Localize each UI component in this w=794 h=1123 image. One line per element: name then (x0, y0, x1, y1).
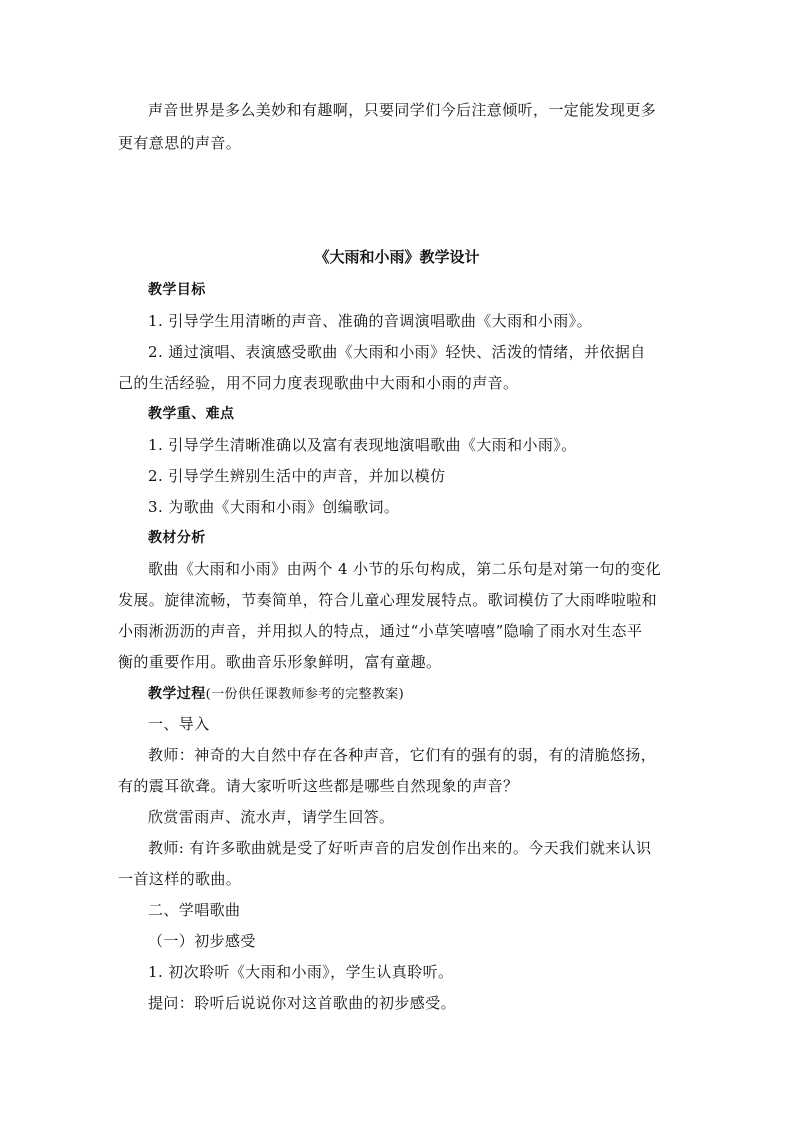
objective-item-1: 1. 引导学生用清晰的声音、准确的音调演唱歌曲《大雨和小雨》。 (148, 312, 592, 330)
process-heading-row (148, 683, 404, 705)
key-points-heading: 教学重、难点 (148, 406, 235, 422)
process-heading-note: (一份供任课教师参考的完整教案) (205, 687, 405, 702)
objectives-heading: 教学目标 (148, 282, 206, 298)
analysis-heading: 教材分析 (148, 530, 206, 546)
process-section-2: 二、学唱歌曲 (148, 901, 241, 919)
process-question: 提问：聆听后说说你对这首歌曲的初步感受。 (148, 994, 457, 1012)
process-section-1: 一、导入 (148, 715, 210, 733)
process-paragraph-2: 欣赏雷雨声、流水声，请学生回答。 (148, 808, 395, 826)
process-paragraph-3-line-1: 教师: 有许多歌曲就是受了好听声音的启发创作出来的。今天我们就来认识 (148, 839, 652, 857)
document-title: 《大雨和小雨》教学设计 (314, 248, 480, 266)
key-point-item-2: 2. 引导学生辨别生活中的声音，并加以模仿 (148, 467, 446, 485)
objective-item-2-line-1: 2. 通过演唱、表演感受歌曲《大雨和小雨》轻快、活泼的情绪，并依据自 (148, 343, 646, 361)
process-paragraph-3-line-2: 一首这样的歌曲。 (118, 870, 242, 888)
process-heading: 教学过程 (148, 686, 206, 702)
analysis-line-3: 小雨淅沥沥的声音，并用拟人的特点，通过“小草笑嘻嘻”隐喻了雨水对生态平 (118, 622, 643, 640)
process-step-1: 1. 初次聆听《大雨和小雨》，学生认真聆听。 (148, 963, 454, 981)
analysis-line-1: 歌曲《大雨和小雨》由两个 4 小节的乐句构成，第二乐句是对第一句的变化 (148, 560, 662, 578)
intro-line-1: 声音世界是多么美妙和有趣啊，只要同学们今后注意倾听，一定能发现更多 (148, 101, 657, 119)
intro-line-2: 更有意思的声音。 (118, 134, 242, 152)
analysis-line-4: 衡的重要作用。歌曲音乐形象鲜明，富有童趣。 (118, 653, 442, 671)
process-subsection-1: （一）初步感受 (148, 932, 256, 950)
key-point-item-1: 1. 引导学生清晰准确以及富有表现地演唱歌曲《大雨和小雨》。 (148, 436, 577, 454)
process-paragraph-1-line-1: 教师：神奇的大自然中存在各种声音，它们有的强有的弱，有的清脆悠扬， (148, 746, 657, 764)
process-paragraph-1-line-2: 有的震耳欲聋。请大家听听这些都是哪些自然现象的声音？ (118, 777, 519, 795)
analysis-line-2: 发展。旋律流畅，节奏简单，符合儿童心理发展特点。歌词模仿了大雨哗啦啦和 (118, 591, 658, 609)
objective-item-2-line-2: 己的生活经验，用不同力度表现歌曲中大雨和小雨的声音。 (118, 374, 519, 392)
key-point-item-3: 3. 为歌曲《大雨和小雨》创编歌词。 (148, 498, 400, 516)
